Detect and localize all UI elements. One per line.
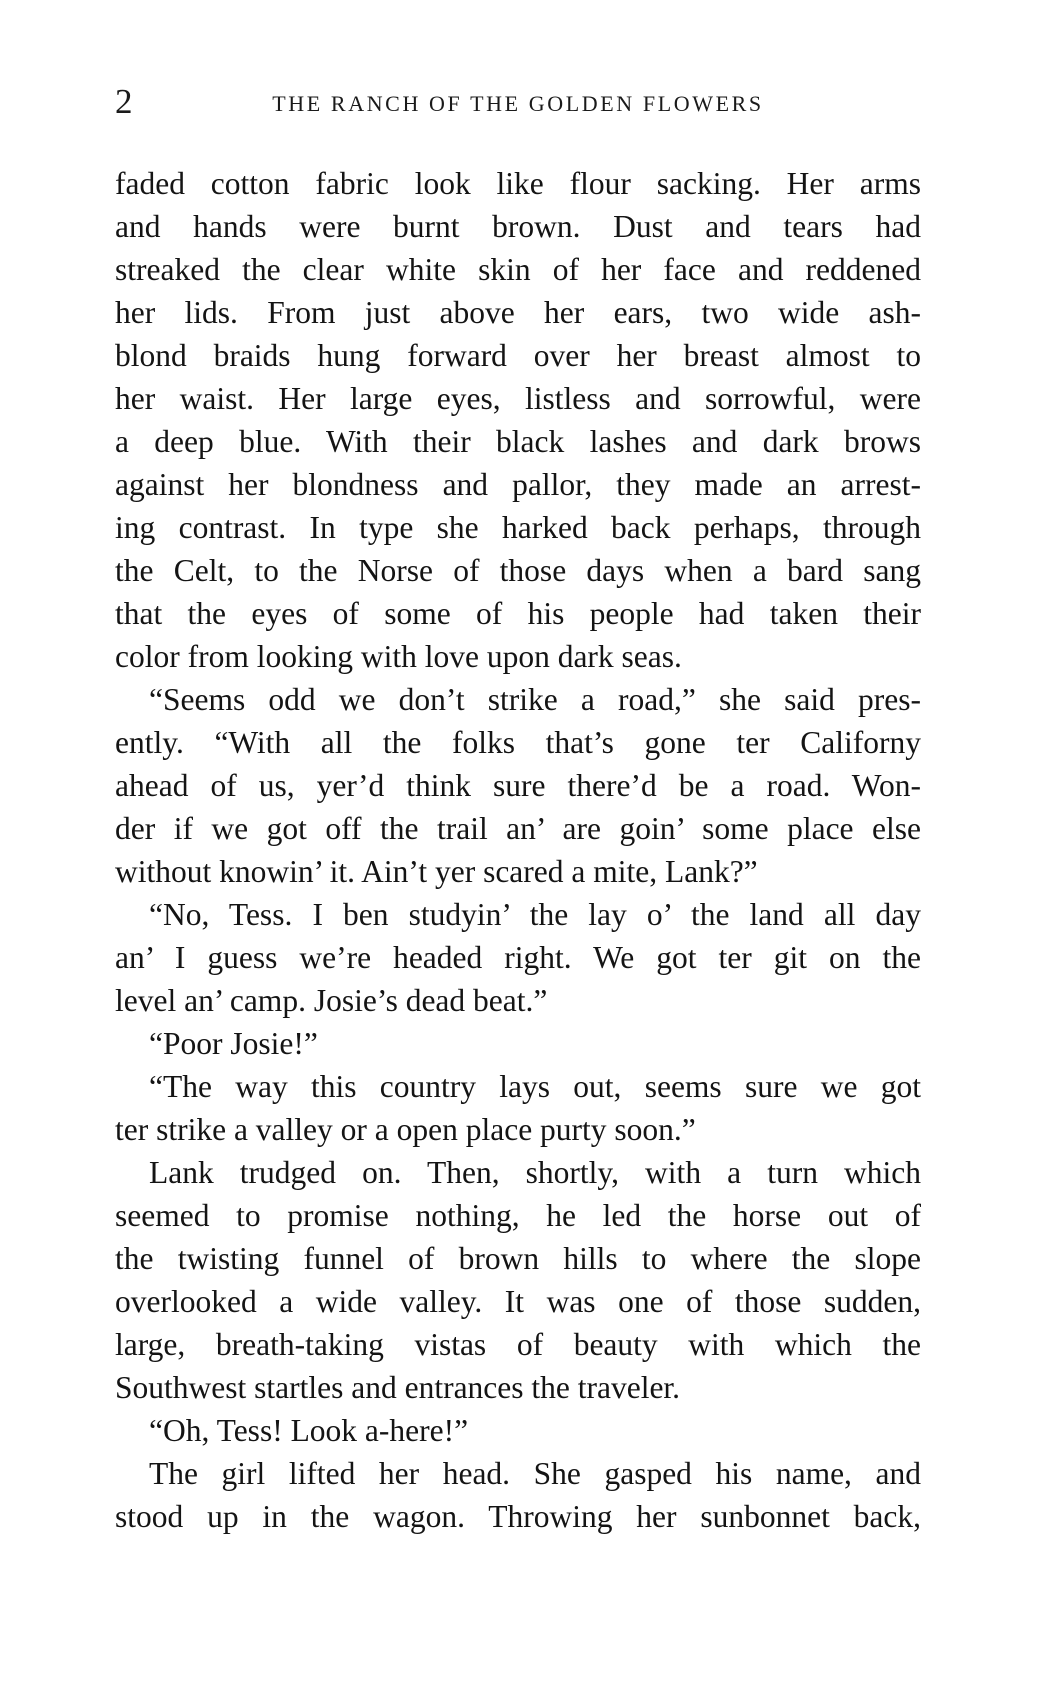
text-line: Lank trudged on. Then, shortly, with a turn which [149, 1155, 921, 1190]
text-line: that the eyes of some of his people had taken their [115, 596, 921, 631]
text-line: “No, Tess. I ben studyin’ the lay o’ the land all day [149, 897, 921, 932]
text-line: The girl lifted her head. She gasped his name, and [149, 1456, 921, 1491]
text-line: ing contrast. In type she harked back perhaps, through [115, 510, 921, 545]
text-line: her lids. From just above her ears, two wide ash- [115, 295, 921, 330]
page-number: 2 [115, 82, 133, 121]
text-line: seemed to promise nothing, he led the horse out of [115, 1198, 921, 1233]
text-line: the Celt, to the Norse of those days when a bard sang [115, 553, 921, 588]
page-header [115, 84, 921, 124]
text-line: “Poor Josie!” [149, 1026, 318, 1061]
text-line: overlooked a wide valley. It was one of those sudden, [115, 1284, 921, 1319]
text-line: an’ I guess we’re headed right. We got ter git on the [115, 940, 921, 975]
text-line: der if we got off the trail an’ are goin’ some place else [115, 811, 921, 846]
text-line: her waist. Her large eyes, listless and sorrowful, were [115, 381, 921, 416]
text-line: ently. “With all the folks that’s gone ter Californy [115, 725, 921, 760]
running-head: THE RANCH OF THE GOLDEN FLOWERS [272, 91, 764, 116]
text-line: stood up in the wagon. Throwing her sunbonnet back, [115, 1499, 921, 1534]
text-line: against her blondness and pallor, they made an arrest- [115, 467, 921, 502]
text-line: ahead of us, yer’d think sure there’d be a road. Won- [115, 768, 921, 803]
text-line: faded cotton fabric look like flour sacking. Her arms [115, 166, 921, 201]
text-line: ter strike a valley or a open place purty soon.” [115, 1112, 696, 1147]
text-line: a deep blue. With their black lashes and dark brows [115, 424, 921, 459]
text-line: blond braids hung forward over her breast almost to [115, 338, 921, 373]
page-body [115, 162, 921, 1538]
text-line: “Seems odd we don’t strike a road,” she said pres- [149, 682, 921, 717]
text-line: “The way this country lays out, seems sure we got [149, 1069, 921, 1104]
text-line: color from looking with love upon dark seas. [115, 639, 682, 674]
text-line: without knowin’ it. Ain’t yer scared a mite, Lank?” [115, 854, 758, 889]
text-line: large, breath-taking vistas of beauty with which the [115, 1327, 921, 1362]
text-line: “Oh, Tess! Look a-here!” [149, 1413, 469, 1448]
text-line: Southwest startles and entrances the traveler. [115, 1370, 681, 1405]
text-line: the twisting funnel of brown hills to where the slope [115, 1241, 921, 1276]
text-line: level an’ camp. Josie’s dead beat.” [115, 983, 548, 1018]
text-line: and hands were burnt brown. Dust and tears had [115, 209, 921, 244]
text-line: streaked the clear white skin of her face and reddened [115, 252, 921, 287]
